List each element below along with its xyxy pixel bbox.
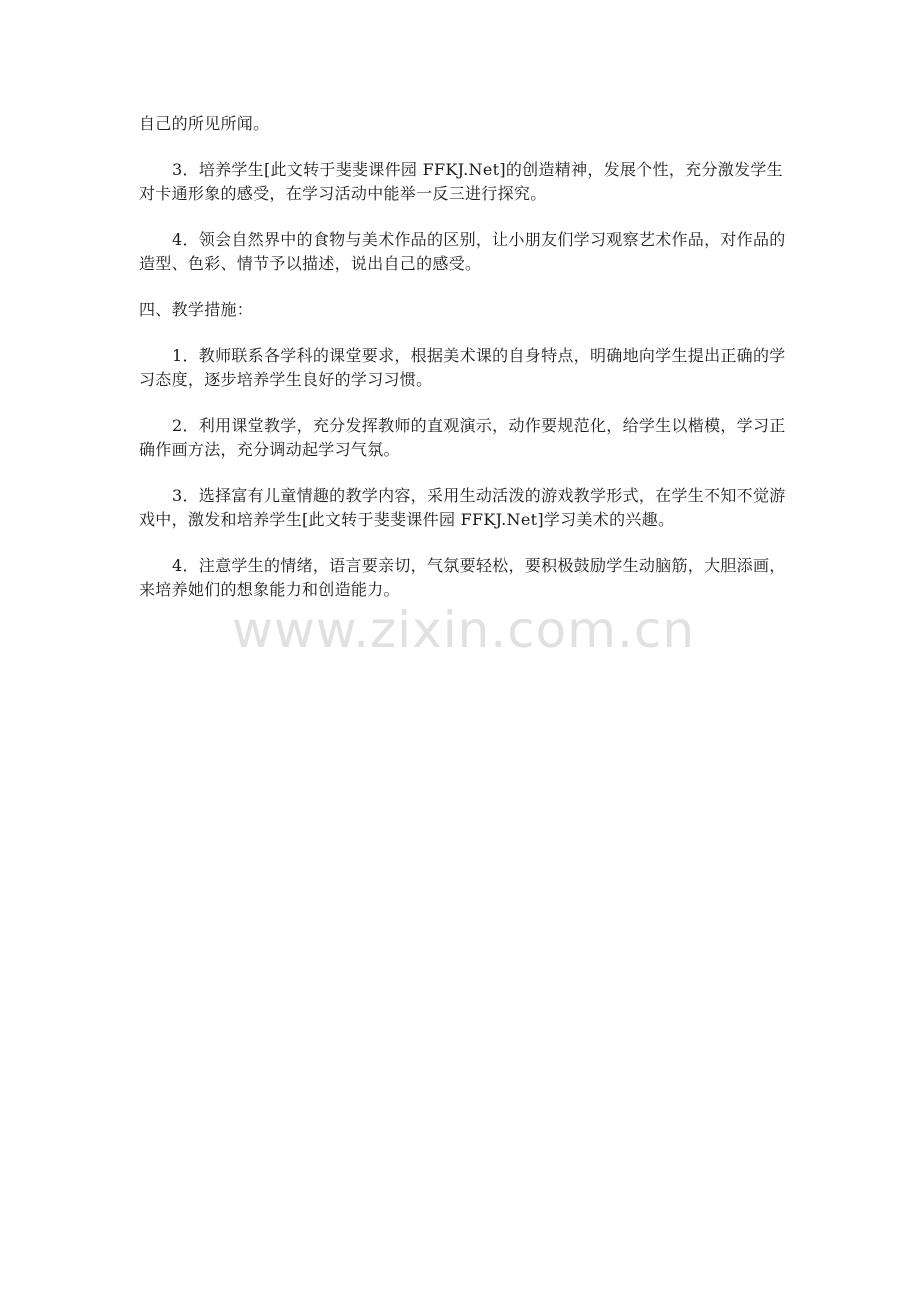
paragraph-goal-4: 4．领会自然界中的食物与美术作品的区别，让小朋友们学习观察艺术作品，对作品的造型、色彩、情节予以描述，说出自己的感受。 — [139, 230, 786, 273]
paragraph-measure-1: 1．教师联系各学科的课堂要求，根据美术课的自身特点，明确地向学生提出正确的学习态度，逐步培养学生良好的学习习惯。 — [139, 346, 786, 389]
paragraph-measure-2: 2．利用课堂教学，充分发挥教师的直观演示，动作要规范化，给学生以楷模，学习正确作画方法，充分调动起学习气氛。 — [139, 416, 786, 459]
watermark-text: www.zixin.com.cn — [232, 601, 696, 659]
section-heading-measures: 四、教学措施： — [139, 300, 254, 319]
document-body — [139, 112, 789, 624]
paragraph-measure-3: 3．选择富有儿童情趣的教学内容，采用生动活泼的游戏教学形式，在学生不知不觉游戏中，激发和培养学生[此文转于斐斐课件园 FFKJ.Net]学习美术的兴趣。 — [139, 486, 786, 529]
paragraph-measure-4: 4．注意学生的情绪，语言要亲切，气氛要轻松，要积极鼓励学生动脑筋，大胆添画，来培养她们的想象能力和创造能力。 — [139, 556, 786, 599]
paragraph-continuation: 自己的所见所闻。 — [139, 114, 270, 133]
paragraph-goal-3: 3．培养学生[此文转于斐斐课件园 FFKJ.Net]的创造精神，发展个性，充分激发学生对卡通形象的感受，在学习活动中能举一反三进行探究。 — [139, 160, 783, 203]
